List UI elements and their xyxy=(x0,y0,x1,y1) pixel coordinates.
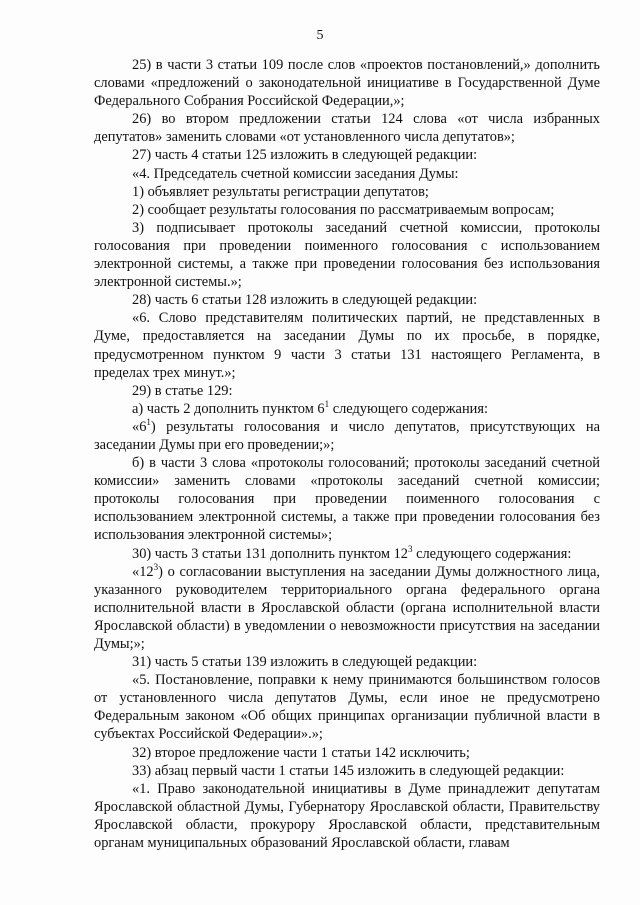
paragraph-30 xyxy=(94,545,600,563)
document-body xyxy=(94,56,600,852)
superscript: 3 xyxy=(153,561,159,572)
paragraph-28-quote: «6. Слово представителям политических партий, не представленных в Думе, предоставляется на заседании Думы по их просьбе, в порядке, предусмотренном пунктом 9 части 3 статьи 131 настоящего Регламента, в пределах трех минут.»; xyxy=(94,310,600,381)
paragraph-30-text-end: следующего содержания: xyxy=(412,545,572,562)
superscript: 3 xyxy=(408,543,413,554)
paragraph-33-quote: «1. Право законодательной инициативы в Думе принадлежит депутатам Ярославской областной Думы, Губернатору Ярославской области, Правительству Ярославской области, прокурору Ярославской области, представительным органам муниципальных образований Ярославской области, главам xyxy=(94,780,600,852)
paragraph-30-quote-text: «12 xyxy=(132,563,154,580)
paragraph-30-text: 30) часть 3 статьи 131 дополнить пунктом 12 xyxy=(132,545,409,562)
paragraph-31: 31) часть 5 статьи 139 изложить в следующей редакции: xyxy=(132,654,478,671)
paragraph-27: 27) часть 4 статьи 125 изложить в следующей редакции: xyxy=(132,147,478,164)
paragraph-29-a-text-end: следующего содержания: xyxy=(329,400,488,417)
paragraph-30-quote xyxy=(94,563,600,653)
paragraph-31-quote: «5. Постановление, поправки к нему принимаются большинством голосов от установленного числа депутатов Думы, если иное не предусмотрено Федеральным законом «Об общих принципах организации публичной власти в субъектах Российской Федерации».»; xyxy=(94,672,600,743)
paragraph-27-item-2: 2) сообщает результаты голосования по рассматриваемым вопросам; xyxy=(132,201,555,218)
paragraph-27-item-3: 3) подписывает протоколы заседаний счетной комиссии, протоколы голосования при проведении поименного голосования с использованием электронной системы, а также при проведении голосования без использования электронной системы.»; xyxy=(94,219,600,291)
paragraph-29: 29) в статье 129: xyxy=(132,382,233,399)
page-number: 5 xyxy=(316,28,324,43)
paragraph-29-a xyxy=(94,400,600,418)
paragraph-27-quote-heading: «4. Председатель счетной комиссии заседания Думы: xyxy=(132,165,459,182)
paragraph-25: 25) в части 3 статьи 109 после слов «проектов постановлений,» дополнить словами «предложений о законодательной инициативе в Государственной Думе Федерального Собрания Российской Федерации,»; xyxy=(94,57,600,110)
paragraph-28: 28) часть 6 статьи 128 изложить в следующей редакции: xyxy=(132,292,478,309)
paragraph-32: 32) второе предложение части 1 статьи 142 исключить; xyxy=(132,744,470,761)
paragraph-33: 33) абзац первый части 1 статьи 145 изложить в следующей редакции: xyxy=(132,762,565,779)
paragraph-29-a-text: а) часть 2 дополнить пунктом 6 xyxy=(132,400,325,417)
superscript: 1 xyxy=(146,416,151,427)
superscript: 1 xyxy=(324,398,330,409)
paragraph-29-a-quote-text-end: ) результаты голосования и число депутатов, присутствующих на заседании Думы при его проведении;»; xyxy=(94,418,600,453)
paragraph-27-item-1: 1) объявляет результаты регистрации депутатов; xyxy=(132,183,429,200)
paragraph-29-a-quote-text: «6 xyxy=(132,418,147,435)
paragraph-29-b: б) в части 3 слова «протоколы голосований; протоколы заседаний счетной комиссии» заменить словами «протоколы заседаний счетной комиссии; протоколы голосования при проведении поименного голосования с использованием электронной системы, а также при проведении голосования без использования электронной системы»; xyxy=(94,455,600,544)
paragraph-29-a-quote xyxy=(94,418,600,454)
paragraph-30-quote-text-end: ) о согласовании выступления на заседании Думы должностного лица, указанного руководителем территориального органа федерального органа исполнительной власти в Ярославской области (органа исполнительной власти Ярославской области) в уведомлении о невозможности присутствия на заседании Думы;»; xyxy=(94,563,600,652)
paragraph-26: 26) во втором предложении статьи 124 слова «от числа избранных депутатов» заменить словами «от установленного числа депутатов»; xyxy=(94,111,600,146)
